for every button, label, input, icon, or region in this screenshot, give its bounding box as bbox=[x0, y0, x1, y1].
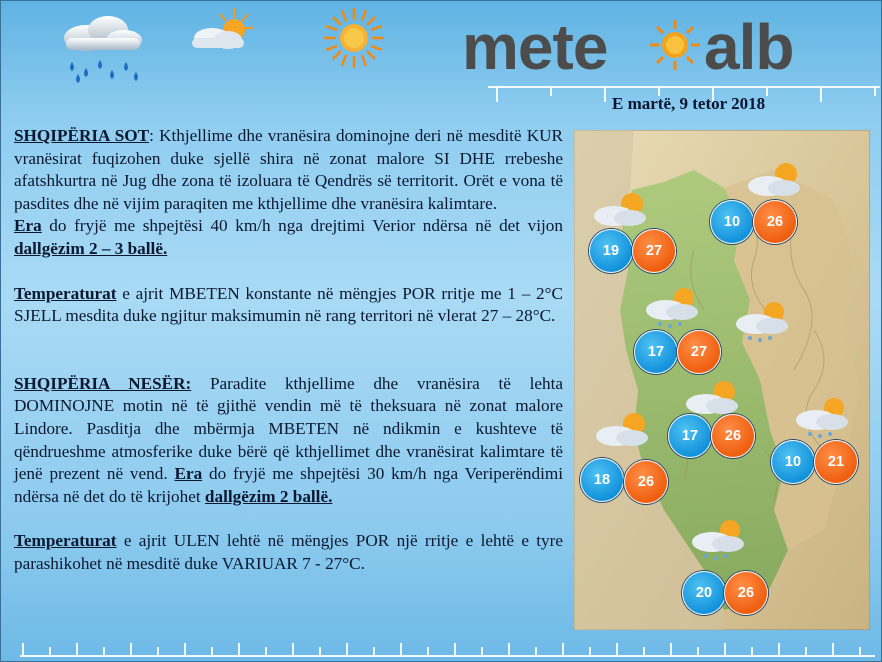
today-text: : Kthjellime dhe vranësira dominojne deri në mesditë KUR vranësirat fuqizohen duke sjellë shira në zonat malore SI DHE rrebeshe afatshkurtra në Jug dhe zona të izoluara të Qendrës së territorit. Orët e vona të pasdites dhe në vijim paraqiten me kthjellime dhe vranësira kalimtare. bbox=[14, 126, 563, 213]
ruler-tick bbox=[292, 643, 294, 655]
ruler-tick bbox=[766, 86, 768, 96]
ruler-tick bbox=[238, 643, 240, 655]
ruler-tick bbox=[751, 647, 753, 655]
ruler-tick bbox=[184, 643, 186, 655]
ruler-tick bbox=[346, 643, 348, 655]
sun-cloud-icon bbox=[182, 6, 262, 56]
ruler-tick bbox=[535, 647, 537, 655]
ruler-tick bbox=[481, 647, 483, 655]
max-temp-6: 26 bbox=[624, 460, 668, 504]
min-temp-5: 10 bbox=[771, 440, 815, 484]
ruler-tick bbox=[832, 643, 834, 655]
ruler-tick bbox=[319, 647, 321, 655]
ruler-tick bbox=[49, 647, 51, 655]
min-temp-7: 20 bbox=[682, 571, 726, 615]
ruler-tick bbox=[103, 647, 105, 655]
logo-sun-icon bbox=[650, 20, 700, 70]
today-temp-label: Temperaturat bbox=[14, 283, 117, 303]
ruler-tick bbox=[373, 647, 375, 655]
tomorrow-heading: SHQIPËRIA NESËR: bbox=[14, 373, 192, 393]
max-temp-3: 27 bbox=[677, 330, 721, 374]
min-temp-2: 10 bbox=[710, 200, 754, 244]
ruler-bottom bbox=[20, 643, 875, 657]
today-wind-text: do fryjë me shpejtësi 40 km/h nga drejtimi Verior ndërsa në det vijon bbox=[41, 216, 563, 236]
forecast-date: E martë, 9 tetor 2018 bbox=[612, 94, 766, 113]
logo-text-left: mete bbox=[462, 11, 608, 83]
rain-sun-icon bbox=[684, 518, 754, 562]
max-temp-5: 21 bbox=[814, 440, 858, 484]
ruler-tick bbox=[643, 647, 645, 655]
today-paragraph bbox=[14, 125, 563, 261]
rain-sun-icon bbox=[788, 396, 858, 440]
ruler-tick bbox=[724, 643, 726, 655]
today-heading: SHQIPËRIA SOT bbox=[14, 126, 150, 145]
partly-cloudy-icon bbox=[588, 410, 658, 450]
ruler-tick bbox=[589, 647, 591, 655]
today-wave-text: dallgëzim 2 – 3 ballë. bbox=[14, 238, 168, 258]
ruler-tick bbox=[604, 86, 606, 102]
max-temp-7: 26 bbox=[724, 571, 768, 615]
partly-cloudy-icon bbox=[586, 190, 656, 230]
logo-text-right: alb bbox=[704, 11, 794, 83]
ruler-tick bbox=[820, 86, 822, 102]
partly-cloudy-icon bbox=[740, 160, 810, 200]
min-temp-3: 17 bbox=[634, 330, 678, 374]
ruler-tick bbox=[130, 643, 132, 655]
ruler-tick bbox=[454, 643, 456, 655]
meteoalb-logo bbox=[458, 11, 842, 84]
ruler-tick bbox=[859, 647, 861, 655]
max-temp-2: 26 bbox=[753, 200, 797, 244]
ruler-tick bbox=[76, 643, 78, 655]
ruler-tick bbox=[616, 643, 618, 655]
min-temp-4: 17 bbox=[668, 414, 712, 458]
ruler-tick bbox=[550, 86, 552, 96]
tomorrow-wind-text: do fryjë me shpejtësi 30 km/h nga Veriperëndimi ndërsa në det do të krijohet bbox=[14, 464, 563, 506]
ruler-tick bbox=[874, 86, 876, 96]
ruler-tick bbox=[400, 643, 402, 655]
today-temp-paragraph bbox=[14, 283, 563, 328]
ruler-tick bbox=[805, 647, 807, 655]
albania-map bbox=[574, 130, 870, 630]
ruler-tick bbox=[265, 647, 267, 655]
ruler-tick bbox=[427, 647, 429, 655]
ruler-tick bbox=[211, 647, 213, 655]
ruler-tick bbox=[670, 643, 672, 655]
today-temp-text: e ajrit MBETEN konstante në mëngjes POR rritje me 1 – 2°C SJELL mesdita duke ngjitur maksimumin në rang territori në vlerat 27 – 28°C. bbox=[14, 283, 563, 326]
rain-sun-icon bbox=[728, 300, 798, 344]
ruler-tick bbox=[508, 643, 510, 655]
max-temp-4: 26 bbox=[711, 414, 755, 458]
ruler-tick bbox=[22, 643, 24, 655]
tomorrow-temp-label: Temperaturat bbox=[14, 531, 117, 551]
ruler-tick bbox=[778, 643, 780, 655]
tomorrow-temp-text: e ajrit ULEN lehtë në mëngjes POR një rritje e lehtë e tyre parashikohet në mesditë duke VARIUAR 7 - 27°C. bbox=[14, 531, 563, 573]
ruler-tick bbox=[157, 647, 159, 655]
forecast-text bbox=[14, 125, 563, 576]
tomorrow-wave-text: dallgëzim 2 ballë. bbox=[204, 486, 333, 506]
sun-icon bbox=[322, 6, 386, 70]
max-temp-1: 27 bbox=[632, 229, 676, 273]
ruler-tick bbox=[562, 643, 564, 655]
rain-sun-icon bbox=[638, 286, 708, 330]
ruler-tick bbox=[496, 86, 498, 102]
tomorrow-paragraph bbox=[14, 373, 563, 509]
min-temp-6: 18 bbox=[580, 458, 624, 502]
tomorrow-text: Paradite kthjellime dhe vranësira të lehta DOMINOJNE motin në të gjithë vendin më të theksuara në zonat malore Lindore. Pasditja dhe mbërmja MBETEN në ndikmin e kushteve të qëndrueshme atmosferike duke bërë që kthjellimet dhe vranësirat kalimtare të jenë prezent në vend. bbox=[14, 373, 563, 484]
rain-cloud-icon bbox=[48, 10, 152, 86]
tomorrow-temp-paragraph bbox=[14, 530, 563, 575]
partly-cloudy-icon bbox=[678, 378, 748, 418]
ruler-tick bbox=[697, 647, 699, 655]
tomorrow-wind-label: Era bbox=[174, 464, 203, 484]
today-wind-label: Era bbox=[14, 216, 42, 236]
min-temp-1: 19 bbox=[589, 229, 633, 273]
